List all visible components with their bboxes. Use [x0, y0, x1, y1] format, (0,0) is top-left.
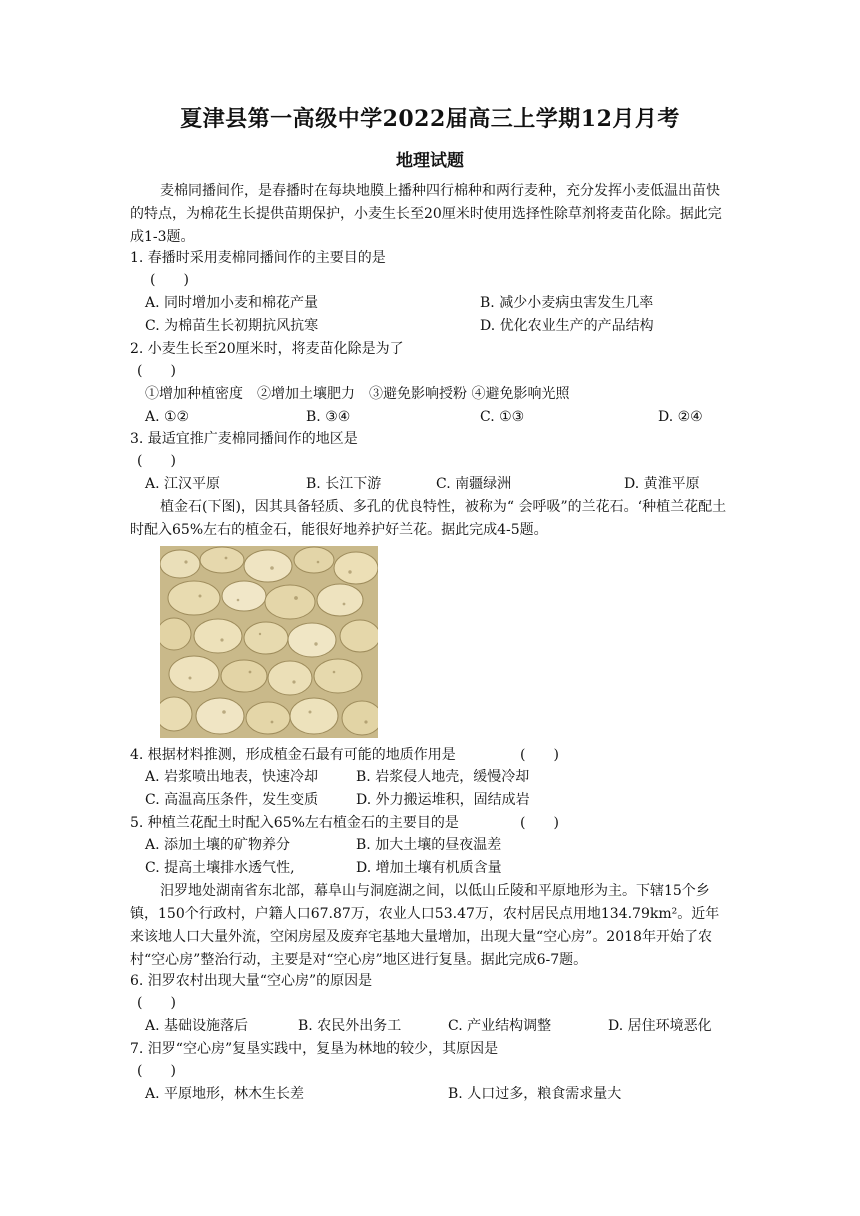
q4-option-b: B. 岩浆侵人地壳，缓慢冷却	[356, 769, 530, 785]
q5-option-a: A. 添加土壤的矿物养分	[145, 837, 291, 853]
q4-option-d: D. 外力搬运堆积，固结成岩	[356, 792, 530, 808]
q3-option-c: C. 南疆绿洲	[436, 476, 512, 492]
q7-stem: 7. 汨罗“空心房”复垦实践中，复垦为林地的较少，其原因是	[130, 1041, 499, 1057]
q1-option-d: D. 优化农业生产的产品结构	[480, 318, 654, 334]
q6-option-a: A. 基础设施落后	[145, 1018, 249, 1034]
q3-option-d: D. 黄淮平原	[624, 476, 700, 492]
q4-bracket: ( )	[520, 747, 559, 763]
passage-2: 植金石(下图)，因其具备轻质、多孔的优良特性，被称为“ 会呼吸”的兰花石。‘种植兰花配土时配入65%左右的植金石，能很好地养护好兰花。据此完成4-5题。	[130, 499, 727, 538]
passage-1: 麦棉同播间作，是春播时在每块地膜上播种四行棉种和两行麦种，充分发挥小麦低温出苗快的特点，为棉花生长提供苗期保护，小麦生长至20厘米时使用选择性除草剂将麦苗化除。据此完成1-3题。	[130, 183, 722, 245]
q3-option-a: A. 江汉平原	[145, 476, 221, 492]
q7-option-b: B. 人口过多，粮食需求量大	[448, 1086, 622, 1102]
q4-stem: 4. 根据材料推测，形成植金石最有可能的地质作用是	[130, 747, 456, 763]
q2-option-b: B. ③④	[306, 409, 351, 425]
q2-option-c: C. ①③	[480, 409, 525, 425]
q6-option-b: B. 农民外出务工	[298, 1018, 402, 1034]
q1-bracket: ( )	[150, 272, 189, 288]
q1-option-c: C. 为棉苗生长初期抗风抗寒	[145, 318, 319, 334]
q3-stem: 3. 最适宜推广麦棉同播间作的地区是	[130, 431, 358, 447]
exam-title: 夏津县第一高级中学2022届高三上学期12月月考	[180, 106, 680, 132]
q2-bracket: ( )	[137, 363, 176, 379]
q2-option-a: A. ①②	[145, 409, 190, 425]
q2-statements: ①增加种植密度 ②增加土壤肥力 ③避免影响授粉 ④避免影响光照	[145, 386, 570, 402]
q3-option-b: B. 长江下游	[306, 476, 382, 492]
q2-stem: 2. 小麦生长至20厘米时，将麦苗化除是为了	[130, 341, 404, 357]
stone-photo	[160, 546, 378, 738]
q4-option-c: C. 高温高压条件，发生变质	[145, 792, 319, 808]
q1-stem: 1. 春播时采用麦棉同播间作的主要目的是	[130, 250, 386, 266]
q5-option-d: D. 增加土壤有机质含量	[356, 860, 502, 876]
q7-option-a: A. 平原地形，林木生长差	[145, 1086, 305, 1102]
q4-option-a: A. 岩浆喷出地表，快速冷却	[145, 769, 319, 785]
q5-bracket: ( )	[520, 815, 559, 831]
q6-stem: 6. 汨罗农村出现大量“空心房”的原因是	[130, 973, 373, 989]
q6-bracket: ( )	[137, 995, 176, 1011]
exam-subtitle: 地理试题	[396, 151, 464, 171]
q5-stem: 5. 种植兰花配土时配入65%左右植金石的主要目的是	[130, 815, 459, 831]
q6-option-d: D. 居住环境恶化	[608, 1018, 712, 1034]
q3-bracket: ( )	[137, 453, 176, 469]
q1-option-a: A. 同时增加小麦和棉花产量	[145, 295, 319, 311]
q2-option-d: D. ②④	[658, 409, 703, 425]
q5-option-c: C. 提高土壤排水透气性,	[145, 860, 295, 876]
q7-bracket: ( )	[137, 1063, 176, 1079]
pumice-stone-image	[160, 546, 378, 738]
passage-3: 汨罗地处湖南省东北部，幕阜山与洞庭湖之间，以低山丘陵和平原地形为主。下辖15个乡镇，150个行政村，户籍人口67.87万，农业人口53.47万，农村居民点用地134.79km²。近年来该地人口大量外流，空闲房屋及废弃宅基地大量增加，出现大量“空心房”。2018年开始了农村“空心房”整治行动，主要是对“空心房”地区进行复垦。据此完成6-7题。	[130, 883, 720, 968]
q1-option-b: B. 减少小麦病虫害发生几率	[480, 295, 654, 311]
q6-option-c: C. 产业结构调整	[448, 1018, 552, 1034]
q5-option-b: B. 加大土壤的昼夜温差	[356, 837, 502, 853]
